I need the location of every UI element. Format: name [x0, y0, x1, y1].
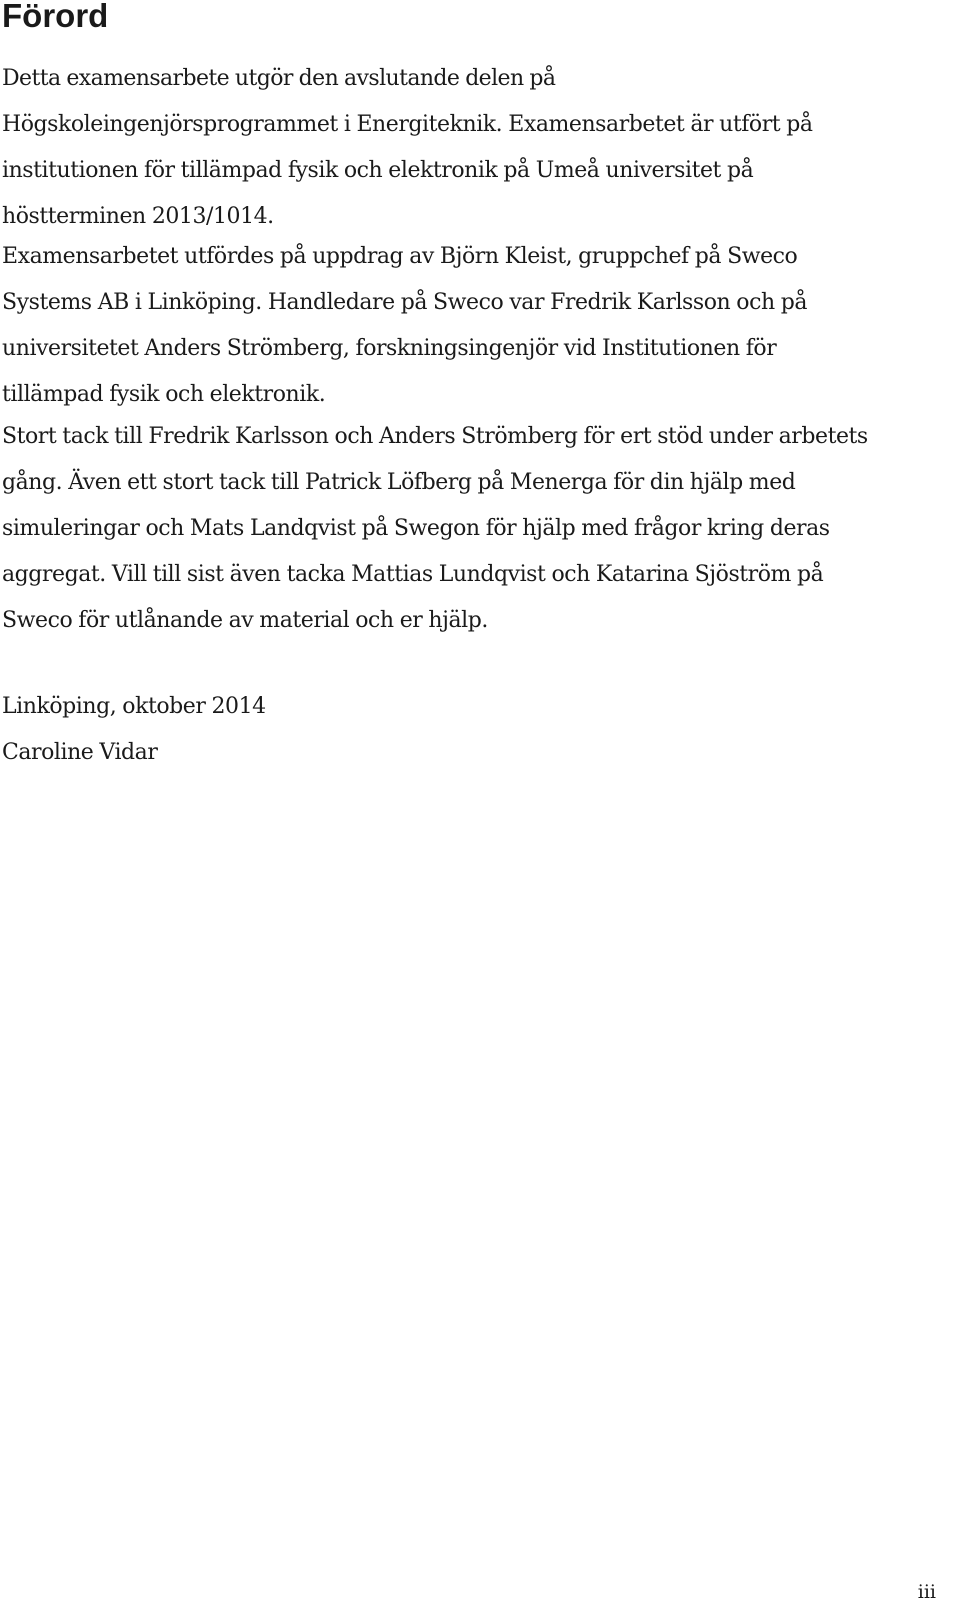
text-line: institutionen för tillämpad fysik och elektronik på Umeå universitet på: [2, 158, 754, 183]
text-line: Stort tack till Fredrik Karlsson och Anders Strömberg för ert stöd under arbetets: [2, 424, 868, 449]
intro-paragraph: [2, 56, 957, 240]
text-line: Examensarbetet utfördes på uppdrag av Björn Kleist, gruppchef på Sweco: [2, 244, 798, 269]
signoff: [2, 684, 957, 776]
page-title: Förord: [2, 0, 109, 34]
text-line: Högskoleingenjörsprogrammet i Energiteknik. Examensarbetet är utfört på: [2, 112, 813, 137]
text-line: simuleringar och Mats Landqvist på Swegon för hjälp med frågor kring deras: [2, 516, 830, 541]
text-line: universitetet Anders Strömberg, forskningsingenjör vid Institutionen för: [2, 336, 777, 361]
text-line: aggregat. Vill till sist även tacka Mattias Lundqvist och Katarina Sjöström på: [2, 562, 824, 587]
text-line: tillämpad fysik och elektronik.: [2, 382, 326, 407]
signoff-author: Caroline Vidar: [2, 740, 158, 765]
signoff-place-date: Linköping, oktober 2014: [2, 694, 266, 719]
assignment-paragraph: [2, 234, 957, 418]
page-number: iii: [917, 1581, 936, 1603]
text-line: gång. Även ett stort tack till Patrick Löfberg på Menerga för din hjälp med: [2, 470, 796, 495]
acknowledgements-paragraph: [2, 414, 957, 644]
text-line: Systems AB i Linköping. Handledare på Sweco var Fredrik Karlsson och på: [2, 290, 808, 315]
text-line: Sweco för utlånande av material och er hjälp.: [2, 608, 488, 633]
text-line: Detta examensarbete utgör den avslutande delen på: [2, 66, 556, 91]
text-line: höstterminen 2013/1014.: [2, 204, 274, 229]
